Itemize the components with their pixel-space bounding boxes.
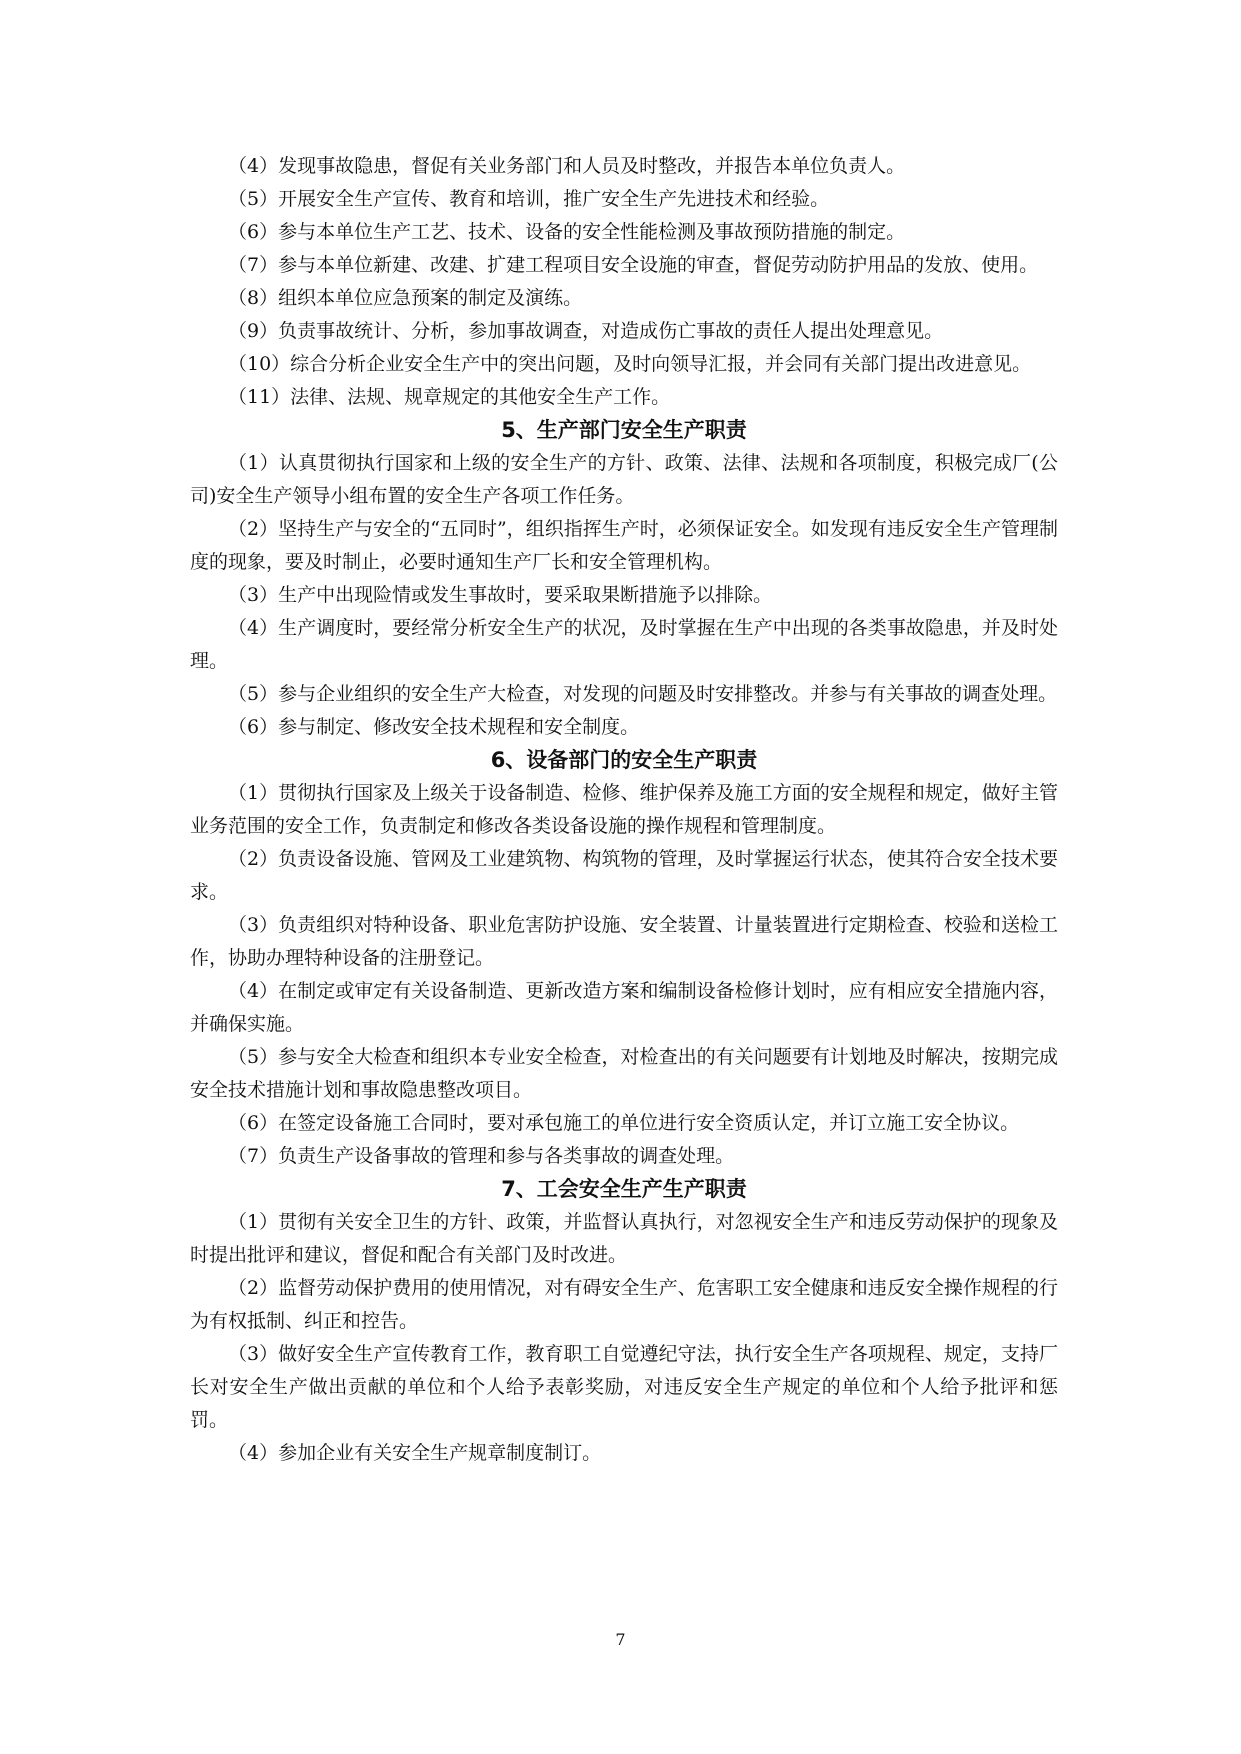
paragraph: （7）负责生产设备事故的管理和参与各类事故的调查处理。 — [228, 1145, 735, 1167]
paragraph: （5）参与安全大检查和组织本专业安全检查，对检查出的有关问题要有计划地及时解决，按期完成安全技术措施计划和事故隐患整改项目。 — [190, 1046, 1058, 1101]
paragraph: （2）监督劳动保护费用的使用情况，对有碍安全生产、危害职工安全健康和违反安全操作规程的行为有权抵制、纠正和控告。 — [190, 1277, 1058, 1332]
paragraph: （6）参与本单位生产工艺、技术、设备的安全性能检测及事故预防措施的制定。 — [228, 221, 906, 243]
document-body — [190, 150, 1058, 1470]
section-3 — [190, 1173, 1058, 1470]
paragraph: （10）综合分析企业安全生产中的突出问题，及时向领导汇报，并会同有关部门提出改进意见。 — [228, 353, 1032, 375]
section-heading: 5、生产部门安全生产职责 — [501, 418, 747, 442]
paragraph: （1）认真贯彻执行国家和上级的安全生产的方针、政策、法律、法规和各项制度，积极完成厂(公司)安全生产领导小组布置的安全生产各项工作任务。 — [190, 452, 1058, 507]
paragraph: （4）参加企业有关安全生产规章制度制订。 — [228, 1442, 602, 1464]
paragraph: （9）负责事故统计、分析，参加事故调查，对造成伤亡事故的责任人提出处理意见。 — [228, 320, 944, 342]
paragraph: （6）在签定设备施工合同时，要对承包施工的单位进行安全资质认定，并订立施工安全协议。 — [228, 1112, 1020, 1134]
paragraph: （3）生产中出现险情或发生事故时，要采取果断措施予以排除。 — [228, 584, 773, 606]
section-heading: 7、工会安全生产生产职责 — [501, 1177, 747, 1201]
paragraph: （2）负责设备设施、管网及工业建筑物、构筑物的管理，及时掌握运行状态，使其符合安全技术要求。 — [190, 848, 1058, 903]
page-number: 7 — [615, 1630, 626, 1649]
section-heading: 6、设备部门的安全生产职责 — [490, 748, 758, 772]
paragraph: （2）坚持生产与安全的“五同时”，组织指挥生产时，必须保证安全。如发现有违反安全生产管理制度的现象，要及时制止，必要时通知生产厂长和安全管理机构。 — [190, 518, 1058, 573]
paragraph: （4）发现事故隐患，督促有关业务部门和人员及时整改，并报告本单位负责人。 — [228, 155, 906, 177]
paragraph: （3）做好安全生产宣传教育工作，教育职工自觉遵纪守法，执行安全生产各项规程、规定，支持厂长对安全生产做出贡献的单位和个人给予表彰奖励，对违反安全生产规定的单位和个人给予批评和惩罚。 — [190, 1343, 1058, 1431]
paragraph: （11）法律、法规、规章规定的其他安全生产工作。 — [228, 386, 671, 408]
paragraph: （7）参与本单位新建、改建、扩建工程项目安全设施的审查，督促劳动防护用品的发放、使用。 — [228, 254, 1039, 276]
paragraph: （3）负责组织对特种设备、职业危害防护设施、安全装置、计量装置进行定期检查、校验和送检工作，协助办理特种设备的注册登记。 — [190, 914, 1058, 969]
section-1 — [190, 414, 1058, 744]
paragraph: （6）参与制定、修改安全技术规程和安全制度。 — [228, 716, 640, 738]
paragraph: （4）在制定或审定有关设备制造、更新改造方案和编制设备检修计划时，应有相应安全措施内容，并确保实施。 — [190, 980, 1058, 1035]
paragraph: （1）贯彻执行国家及上级关于设备制造、检修、维护保养及施工方面的安全规程和规定，做好主管业务范围的安全工作，负责制定和修改各类设备设施的操作规程和管理制度。 — [190, 782, 1058, 837]
paragraph: （5）开展安全生产宣传、教育和培训，推广安全生产先进技术和经验。 — [228, 188, 830, 210]
paragraph: （4）生产调度时，要经常分析安全生产的状况，及时掌握在生产中出现的各类事故隐患，并及时处理。 — [190, 617, 1058, 672]
paragraph: （5）参与企业组织的安全生产大检查，对发现的问题及时安排整改。并参与有关事故的调查处理。 — [228, 683, 1058, 705]
section-0 — [190, 150, 1058, 414]
paragraph: （1）贯彻有关安全卫生的方针、政策，并监督认真执行，对忽视安全生产和违反劳动保护的现象及时提出批评和建议，督促和配合有关部门及时改进。 — [190, 1211, 1058, 1266]
paragraph: （8）组织本单位应急预案的制定及演练。 — [228, 287, 583, 309]
section-2 — [190, 744, 1058, 1173]
